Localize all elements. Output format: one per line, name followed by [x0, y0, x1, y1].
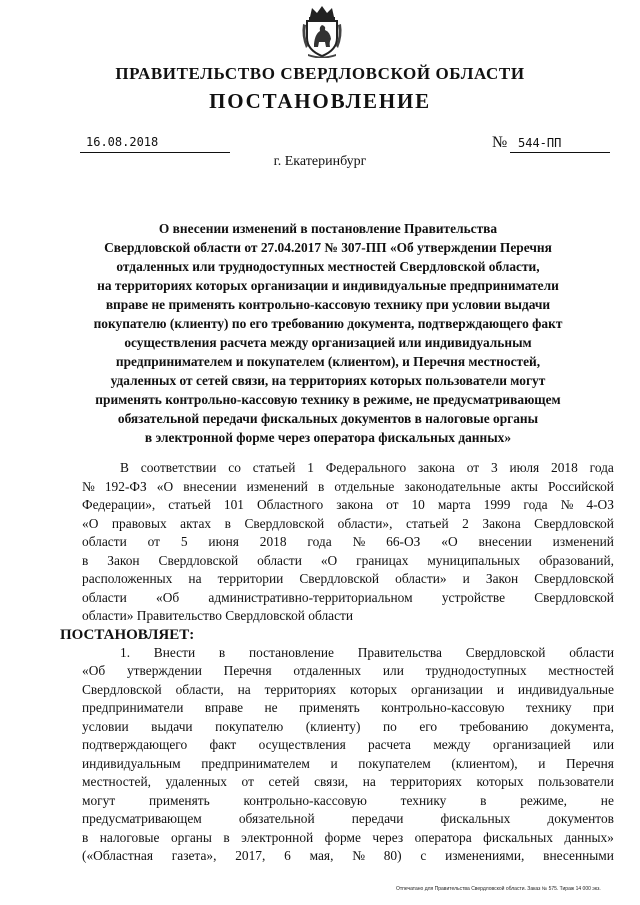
word: фискальных — [483, 829, 553, 845]
word: индивидуальным — [82, 755, 181, 771]
word: внесении — [183, 478, 237, 494]
word: отдельные — [334, 478, 395, 494]
word: 4-ОЗ — [586, 497, 614, 512]
word: Федерации», — [82, 497, 156, 512]
text-line — [82, 773, 614, 792]
word: № — [82, 478, 95, 494]
word: от — [466, 460, 480, 475]
word: Свердловской — [82, 681, 162, 697]
word: которых — [350, 681, 398, 697]
word: данных» — [564, 829, 614, 845]
text-line — [82, 478, 614, 497]
coat-of-arms-icon — [300, 4, 344, 58]
word: области» — [395, 571, 447, 586]
word: года — [523, 497, 548, 512]
word: 66-ОЗ — [386, 534, 421, 549]
word: организацией — [492, 737, 571, 752]
word: контрольно-кассовую — [243, 792, 367, 808]
word: от — [147, 534, 160, 549]
word: труднодоступных — [425, 663, 527, 678]
text-line — [82, 533, 614, 552]
word: статьей — [406, 515, 449, 531]
word: области — [82, 534, 127, 549]
word: на — [237, 681, 251, 697]
word: 2 — [462, 515, 469, 531]
word: в — [480, 792, 487, 808]
text-line — [82, 755, 614, 774]
word: применять — [148, 792, 210, 808]
word: условии — [82, 718, 129, 734]
text-line — [82, 718, 614, 737]
word: 1 — [307, 460, 314, 475]
word: оператора — [414, 829, 472, 845]
word: области», — [337, 515, 393, 531]
word: на — [362, 774, 376, 789]
word: в — [224, 515, 231, 531]
heading-line: отдаленных или труднодоступных местностей Свердловской области, — [116, 259, 540, 274]
heading-line: в электронной форме через оператора фискальных данных» — [144, 430, 512, 445]
heading-line: Свердловской области от 27.04.2017 № 307-ПП «Об утверждении Перечня — [104, 240, 552, 255]
word: «О — [156, 478, 174, 494]
word: территориях — [390, 774, 462, 789]
word: не — [264, 700, 278, 715]
word: («Областная — [82, 848, 153, 863]
word: 2018 — [551, 460, 578, 475]
word: Свердловской — [299, 571, 380, 586]
word: и — [462, 571, 470, 586]
word: связи, — [314, 774, 349, 789]
word: В — [120, 460, 129, 475]
word: области — [257, 552, 302, 568]
word: «Об — [82, 663, 106, 678]
heading-line: покупателю (клиенту) по его требованию документа, подтверждающего факт — [93, 316, 563, 331]
word: Федерального — [325, 460, 407, 475]
word: при — [592, 700, 614, 715]
heading-line: предпринимателем и покупателем (клиентом), и Перечня местностей, — [115, 354, 541, 369]
word: изменений — [552, 534, 614, 549]
word: 2017, — [235, 848, 266, 863]
word: в — [82, 552, 89, 568]
word: газета», — [171, 848, 217, 863]
word: местностей, — [82, 774, 151, 789]
heading-line: вправе не применять контрольно-кассовую технику при условии выдачи — [105, 297, 551, 312]
word: области, — [175, 681, 224, 697]
word: требованию — [459, 718, 529, 734]
word: марта — [437, 497, 471, 512]
word: покупателю — [215, 718, 284, 734]
word: законодательные — [404, 478, 501, 494]
word: изменений — [246, 478, 308, 494]
word: Перечня — [223, 663, 272, 678]
word: 1999 — [483, 497, 511, 512]
word: по — [382, 718, 397, 734]
word: образований, — [538, 552, 614, 568]
word: области — [569, 644, 614, 660]
word: в — [218, 644, 226, 660]
word: со — [228, 460, 241, 475]
word: 3 — [490, 460, 498, 475]
word: мая, — [309, 848, 334, 863]
preamble — [82, 459, 614, 607]
word: которых — [476, 774, 524, 789]
word: технику — [525, 700, 572, 715]
word: вправе — [204, 700, 244, 715]
word: № — [352, 534, 366, 549]
word: границах — [356, 552, 409, 568]
word: режиме, — [520, 792, 568, 808]
word: не — [600, 792, 614, 808]
decree-body — [60, 459, 614, 866]
word: налоговые — [99, 829, 160, 845]
word: передачи — [351, 811, 404, 826]
text-line — [82, 496, 614, 515]
number-sign: № — [492, 134, 508, 151]
word: внесенными — [543, 848, 614, 863]
word: 80) — [383, 848, 402, 863]
word: выдачи — [151, 718, 193, 734]
word: Свердловской — [534, 571, 614, 586]
word: предприниматели — [82, 700, 184, 715]
word: от — [386, 497, 399, 512]
word: форме — [324, 829, 361, 845]
word: могут — [82, 792, 116, 808]
word: Закон — [485, 571, 519, 586]
word: постановление — [248, 644, 334, 660]
word: статьей — [252, 460, 296, 475]
resolves-keyword: ПОСТАНОВЛЯЕТ: — [60, 626, 195, 643]
word: документов — [547, 811, 614, 826]
word: устройстве — [441, 589, 506, 605]
word: предусматривающем — [82, 811, 202, 826]
word: в — [82, 829, 89, 845]
word: Областного — [256, 497, 324, 512]
word: закона — [418, 460, 455, 475]
word: административно-территориальном — [208, 589, 413, 605]
word: сетей — [268, 774, 300, 789]
heading-line: на территориях которых организации и индивидуальные предприниматели — [97, 278, 559, 293]
word: осуществления — [258, 737, 346, 752]
word: года — [589, 460, 614, 475]
word: от — [241, 774, 254, 789]
word: области — [82, 589, 127, 605]
word: Закона — [482, 515, 521, 531]
word: 2018 — [259, 534, 287, 549]
word: в — [223, 829, 230, 845]
government-name: ПРАВИТЕЛЬСТВО СВЕРДЛОВСКОЙ ОБЛАСТИ — [115, 64, 525, 83]
word: с — [420, 848, 427, 863]
word: отдаленных — [293, 663, 362, 678]
word: покупателем — [358, 755, 431, 771]
word: фискальных — [440, 811, 511, 826]
word: удаленных — [165, 774, 227, 789]
word: расчета — [368, 737, 411, 752]
word: правовых — [111, 515, 167, 531]
text-line — [82, 515, 614, 534]
word: или — [382, 663, 404, 678]
word: Внести — [153, 644, 196, 660]
word: пользователи — [538, 774, 614, 789]
word: 10 — [411, 497, 425, 512]
item-1 — [82, 644, 614, 866]
word: Правительства — [357, 644, 443, 660]
text-line — [82, 459, 614, 478]
heading-line: применять контрольно-кассовую технику в режиме, не предусматривающем — [95, 392, 561, 407]
word: «О — [441, 534, 458, 549]
word: применять — [299, 700, 360, 715]
word: на — [188, 571, 202, 586]
preamble-last-line: области» Правительство Свердловской области — [82, 608, 354, 623]
word: факт — [209, 737, 237, 752]
word: июня — [208, 534, 239, 549]
text-line — [82, 681, 614, 700]
word: Российской — [547, 478, 614, 494]
word: статьей — [168, 497, 211, 512]
word: муниципальных — [427, 552, 521, 568]
word: и — [538, 755, 546, 771]
word: индивидуальные — [517, 681, 614, 697]
word: контрольно-кассовую — [381, 700, 505, 715]
word: Свердловской — [158, 552, 239, 568]
text-line — [82, 662, 614, 681]
word: 101 — [223, 497, 244, 512]
word: Свердловской — [534, 515, 614, 531]
word: Свердловской — [465, 644, 546, 660]
word: 1. — [120, 644, 131, 660]
word: территориях — [264, 681, 337, 697]
text-line — [82, 810, 614, 829]
word: электронной — [241, 829, 314, 845]
text-line — [82, 847, 614, 866]
word: июля — [509, 460, 540, 475]
text-line — [82, 552, 614, 571]
word: территории — [217, 571, 284, 586]
word: № — [560, 497, 574, 512]
word: Свердловской — [534, 589, 614, 605]
word: организации — [411, 681, 483, 697]
word: технику — [400, 792, 447, 808]
word: Свердловской — [244, 515, 325, 531]
text-line — [82, 589, 614, 608]
decree-date: 16.08.2018 — [86, 135, 159, 149]
word: внесении — [478, 534, 532, 549]
decree-number: 544-ПП — [518, 136, 562, 150]
heading-line: обязательной передачи фискальных документов в налоговые органы — [117, 411, 539, 426]
word: через — [372, 829, 404, 845]
word: в — [318, 478, 325, 494]
word: (клиенту) — [305, 718, 361, 734]
word: (клиентом), — [451, 755, 518, 771]
word: 192-ФЗ — [104, 478, 147, 494]
word: «О — [82, 515, 99, 531]
text-line — [82, 736, 614, 755]
word: изменениями, — [445, 848, 525, 863]
word: его — [419, 718, 438, 734]
word: акты — [510, 478, 538, 494]
word: 5 — [180, 534, 188, 549]
word: утверждении — [126, 663, 202, 678]
text-line — [82, 792, 614, 811]
text-line — [82, 644, 614, 663]
text-line — [82, 699, 614, 718]
document-type: ПОСТАНОВЛЕНИЕ — [209, 89, 431, 113]
word: закона — [336, 497, 374, 512]
decree-heading — [60, 219, 596, 447]
word: и — [496, 681, 504, 697]
text-line — [82, 570, 614, 589]
word: года — [307, 534, 332, 549]
word: документа, — [550, 718, 614, 734]
print-footnote: Отпечатано для Правительства Свердловской области. Заказ № 575. Тираж 14 000 экз. — [396, 886, 601, 892]
text-line — [82, 829, 614, 848]
heading-line: удаленных от сетей связи, на территориях которых пользователи могут — [110, 373, 546, 388]
word: и — [330, 755, 338, 771]
word: Закон — [107, 552, 140, 568]
word: расположенных — [82, 571, 173, 586]
heading-line: О внесении изменений в постановление Правительства — [158, 221, 498, 236]
word: Перечня — [565, 755, 614, 771]
word: соответствии — [140, 460, 217, 475]
word: или — [592, 737, 614, 752]
word: подтверждающего — [82, 737, 188, 752]
word: предпринимателем — [201, 755, 310, 771]
word: местностей — [548, 663, 614, 678]
word: актах — [180, 515, 212, 531]
word: обязательной — [238, 811, 315, 826]
word: между — [433, 737, 471, 752]
city: г. Екатеринбург — [273, 154, 367, 169]
word: 6 — [284, 848, 291, 863]
heading-line: осуществления расчета между организацией или индивидуальным — [124, 335, 532, 350]
word: «Об — [156, 589, 180, 605]
word: органы — [170, 829, 212, 845]
word: «О — [320, 552, 338, 568]
word: № — [352, 848, 365, 863]
